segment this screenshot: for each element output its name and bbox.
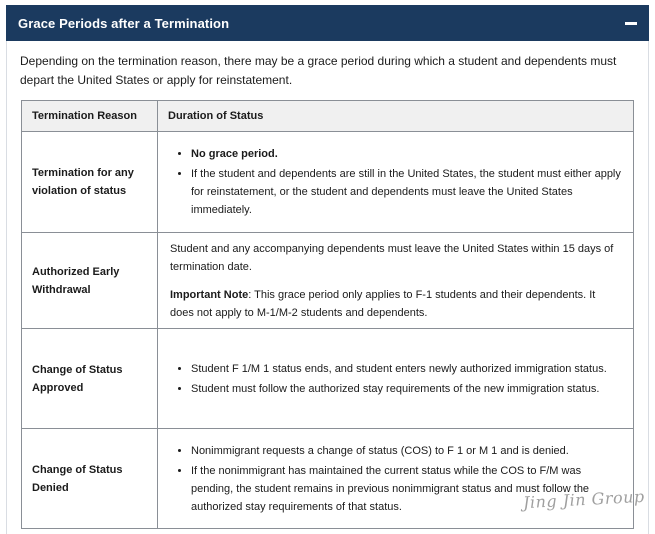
- table-header-row: [22, 101, 634, 132]
- list-item: • If the nonimmigrant has maintained the current status while the COS to F/M was pending, the student remains in previous nonimmigrant status and must follow the authorized stay requirements of that status.: [191, 462, 621, 516]
- accordion-title: Grace Periods after a Termination: [18, 15, 230, 31]
- list-item: • Student must follow the authorized stay requirements of the new immigration status.: [191, 380, 621, 398]
- column-header-duration: Duration of Status: [158, 101, 634, 132]
- minus-icon[interactable]: [625, 17, 637, 29]
- watermark: Jing Jin Group: [522, 486, 646, 513]
- table-row: [22, 233, 634, 329]
- accordion-header[interactable]: [6, 5, 649, 41]
- reason-cell: Change of Status Denied: [22, 429, 158, 529]
- table-row: [22, 429, 634, 529]
- duration-cell: [158, 429, 634, 529]
- grace-period-table: [21, 100, 634, 529]
- column-header-reason: Termination Reason: [22, 101, 158, 132]
- duration-cell: [158, 233, 634, 329]
- table-row: [22, 329, 634, 429]
- bullet-list: [170, 145, 621, 219]
- table-row: [22, 132, 634, 233]
- reason-cell: Change of Status Approved: [22, 329, 158, 429]
- list-item: • Nonimmigrant requests a change of status (COS) to F 1 or M 1 and is denied.: [191, 442, 621, 460]
- list-item: • If the student and dependents are still in the United States, the student must either apply for reinstatement, or the student and dependents must leave the United States immediately.: [191, 165, 621, 219]
- reason-cell: Authorized Early Withdrawal: [22, 233, 158, 329]
- list-item: • Student F 1/M 1 status ends, and student enters newly authorized immigration status.: [191, 360, 621, 378]
- important-note: [170, 286, 621, 322]
- duration-paragraph: Student and any accompanying dependents must leave the United States within 15 days of termination date.: [170, 242, 614, 273]
- note-text: : This grace period only applies to F-1 students and their dependents. It does not apply to M-1/M-2 students and dependents.: [170, 288, 596, 319]
- duration-cell: [158, 132, 634, 233]
- note-label: Important Note: [170, 288, 249, 301]
- bullet-list: [170, 360, 621, 398]
- duration-cell: [158, 329, 634, 429]
- reason-cell: Termination for any violation of status: [22, 132, 158, 233]
- list-item: • No grace period.: [191, 145, 621, 163]
- intro-text: Depending on the termination reason, there may be a grace period during which a student and dependents must depart the United States or apply for reinstatement.: [20, 54, 617, 87]
